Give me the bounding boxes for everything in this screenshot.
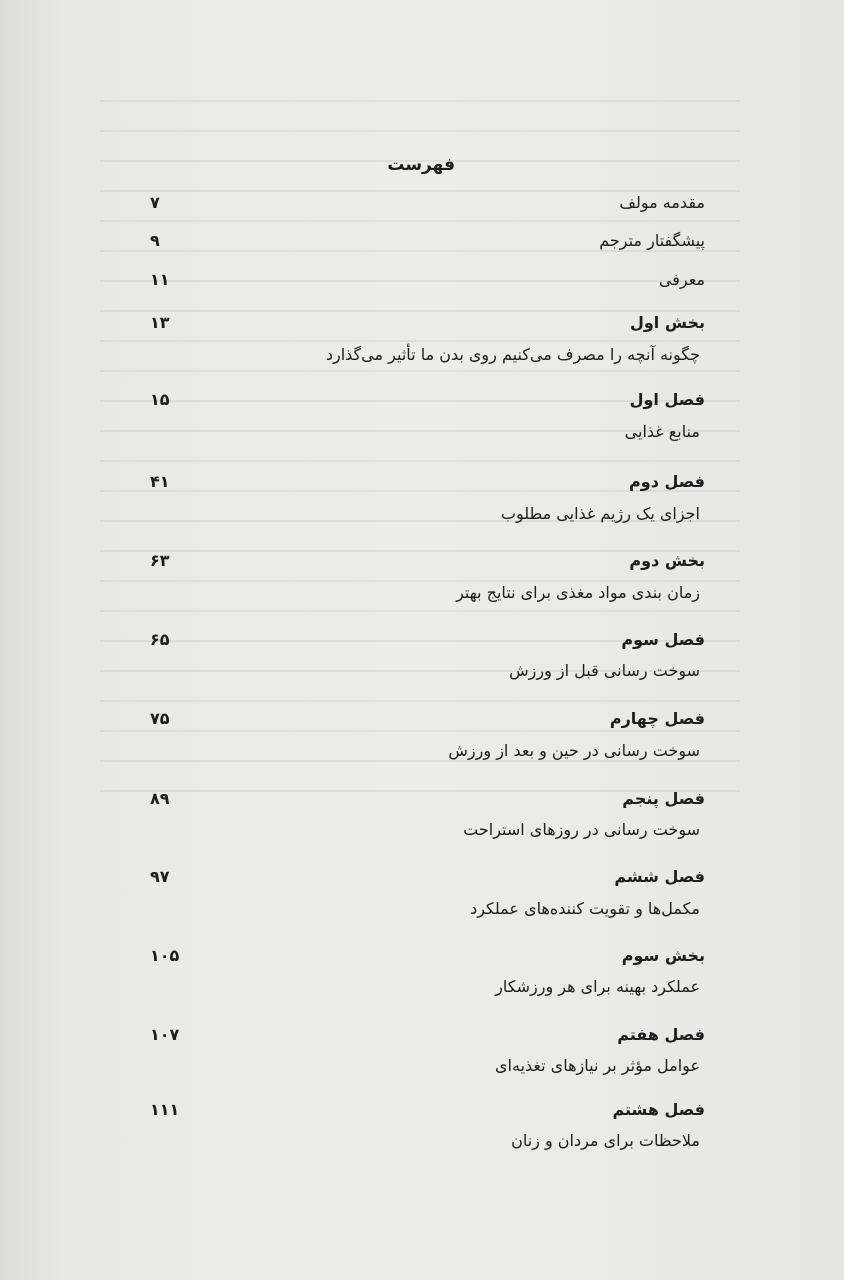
toc-entry-subtitle: اجزای یک رژیم غذایی مطلوب [500, 504, 700, 523]
toc-entry [150, 622, 705, 656]
toc-part-label: بخش سوم [621, 945, 705, 965]
toc-entry-label: معرفی [658, 269, 705, 289]
table-of-contents [150, 150, 710, 1160]
toc-entry-page: ۹ [150, 230, 160, 250]
toc-chapter-label: فصل پنجم [622, 788, 705, 808]
toc-entry-page: ۶۳ [150, 550, 170, 570]
toc-entry-subtitle: سوخت رسانی در روزهای استراحت [463, 820, 700, 839]
toc-chapter-label: فصل دوم [629, 471, 705, 491]
toc-entry-page: ۶۵ [150, 629, 170, 649]
toc-entry-subtitle: سوخت رسانی قبل از ورزش [509, 661, 700, 680]
toc-entry-subtitle: ملاحظات برای مردان و زنان [511, 1131, 700, 1150]
toc-entry-label: مقدمه مولف [619, 192, 705, 212]
toc-entry [150, 382, 705, 416]
toc-entry-subtitle: عملکرد بهینه برای هر ورزشکار [495, 977, 700, 996]
toc-title: فهرست [387, 155, 455, 175]
toc-part-label: بخش دوم [629, 550, 705, 570]
toc-entry-page: ۸۹ [150, 788, 170, 808]
toc-entry-page: ۱۵ [150, 389, 170, 409]
toc-entry [150, 1017, 705, 1051]
toc-entry [150, 1092, 705, 1126]
toc-chapter-label: فصل هفتم [617, 1024, 705, 1044]
toc-entry-page: ۴۱ [150, 471, 170, 491]
toc-entry-subtitle: سوخت رسانی در حین و بعد از ورزش [448, 741, 700, 760]
toc-part-label: بخش اول [629, 312, 705, 332]
toc-entry-page: ۹۷ [150, 866, 170, 886]
toc-entry [150, 223, 705, 257]
toc-entry-page: ۱۱۱ [150, 1099, 180, 1119]
toc-entry-page: ۷۵ [150, 708, 170, 728]
toc-entry-page: ۱۰۵ [150, 945, 180, 965]
toc-chapter-label: فصل هشتم [612, 1099, 705, 1119]
toc-entry [150, 859, 705, 893]
toc-entry [150, 262, 705, 296]
toc-entry [150, 781, 705, 815]
toc-entry-page: ۷ [150, 192, 160, 212]
toc-entry-subtitle: چگونه آنچه را مصرف می‌کنیم روی بدن ما تأثیر می‌گذارد [325, 345, 700, 364]
toc-entry-label: پیشگفتار مترجم [599, 230, 705, 250]
toc-entry [150, 185, 705, 219]
toc-entry [150, 305, 705, 339]
toc-chapter-label: فصل ششم [614, 866, 705, 886]
toc-entry [150, 464, 705, 498]
toc-chapter-label: فصل چهارم [609, 708, 705, 728]
toc-chapter-label: فصل سوم [621, 629, 705, 649]
toc-entry [150, 543, 705, 577]
toc-entry-subtitle: مکمل‌ها و تقویت کننده‌های عملکرد [470, 899, 700, 918]
toc-entry-subtitle: عوامل مؤثر بر نیازهای تغذیه‌ای [495, 1056, 700, 1075]
toc-entry-subtitle: زمان بندی مواد مغذی برای نتایج بهتر [456, 583, 700, 602]
toc-entry-page: ۱۱ [150, 269, 170, 289]
toc-entry [150, 701, 705, 735]
toc-entry [150, 938, 705, 972]
toc-entry-page: ۱۳ [150, 312, 170, 332]
toc-chapter-label: فصل اول [629, 389, 705, 409]
toc-entry-page: ۱۰۷ [150, 1024, 180, 1044]
toc-entry-subtitle: منابع غذایی [624, 422, 700, 441]
